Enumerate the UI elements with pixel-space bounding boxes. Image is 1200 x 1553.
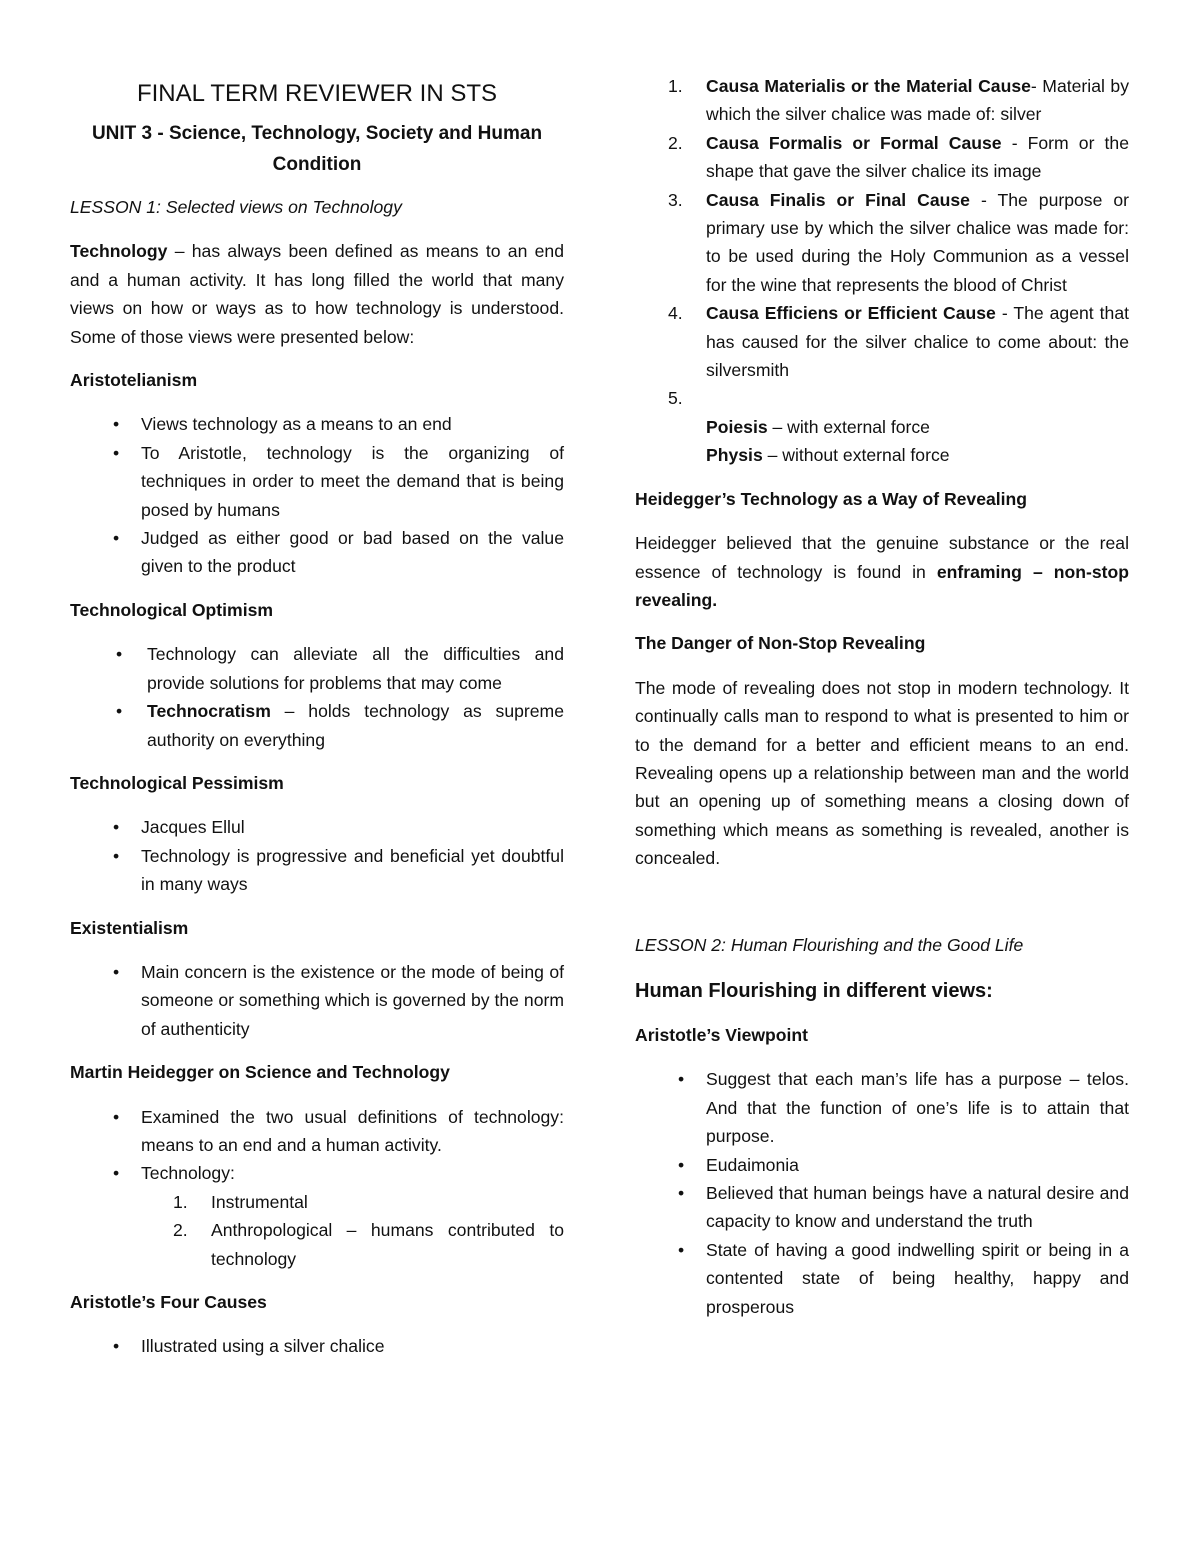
list-item: • Judged as either good or bad based on the value given to the product bbox=[70, 524, 564, 581]
intro-term: Technology bbox=[70, 241, 168, 262]
pessimism-heading: Technological Pessimism bbox=[70, 772, 284, 793]
cause-term: Causa Efficiens or Efficient Cause bbox=[706, 303, 996, 324]
list-item: • Jacques Ellul bbox=[70, 813, 564, 841]
aristotelianism-list bbox=[70, 410, 564, 580]
technocratism-term: Technocratism bbox=[147, 701, 271, 722]
four-causes-list bbox=[70, 1332, 564, 1360]
danger-paragraph: The mode of revealing does not stop in modern technology. It continually calls man to respond to what is presented to him or to the demand for a better and efficient means to an end. Revealing opens up a relationship between man and the world but an opening up of something means a closing down of something which means as something is revealed, another is concealed. bbox=[635, 677, 1129, 869]
cause-text: - Material by which the silver chalice was made of: silver bbox=[706, 76, 1129, 125]
right-column bbox=[635, 72, 1129, 1321]
four-causes-heading: Aristotle’s Four Causes bbox=[70, 1292, 267, 1312]
poiesis-term: Poiesis bbox=[706, 416, 768, 437]
poiesis-text: – with external force bbox=[767, 416, 930, 437]
list-text: Anthropological – humans contributed to technology bbox=[211, 1220, 564, 1269]
intro-paragraph bbox=[70, 237, 564, 351]
list-item: • Eudaimonia bbox=[635, 1151, 1129, 1179]
optimism-list bbox=[70, 640, 564, 754]
list-item: • Main concern is the existence or the mode of being of someone or something which is governed by the norm of authenticity bbox=[70, 958, 564, 1043]
danger-heading: The Danger of Non-Stop Revealing bbox=[635, 633, 926, 654]
list-number: 3. bbox=[668, 189, 683, 210]
lesson-2-heading: LESSON 2: Human Flourishing and the Good Life bbox=[635, 934, 1024, 955]
cause-text: - The purpose or primary use by which the silver chalice was made for: to be used during the Holy Communion as a vessel for the wine that represents the blood of Christ bbox=[706, 189, 1129, 295]
unit-heading: UNIT 3 - Science, Technology, Society and Human Condition bbox=[91, 123, 543, 175]
list-item bbox=[635, 186, 1129, 300]
list-number: 1. bbox=[668, 76, 683, 96]
aristotle-viewpoint-heading: Aristotle’s Viewpoint bbox=[635, 1024, 809, 1045]
list-item bbox=[635, 441, 1129, 469]
causes-list bbox=[635, 72, 1129, 470]
list-item: • To Aristotle, technology is the organizing of techniques in order to meet the demand that is being posed by humans bbox=[70, 439, 564, 524]
optimism-heading: Technological Optimism bbox=[70, 599, 274, 620]
list-item: • Views technology as a means to an end bbox=[70, 410, 564, 438]
enframing-term: enframing – non-stop revealing. bbox=[635, 561, 1129, 610]
cause-term: Causa Formalis or Formal Cause bbox=[706, 132, 1002, 153]
revealing-paragraph bbox=[635, 529, 1129, 614]
list-item: • Illustrated using a silver chalice bbox=[70, 1332, 564, 1360]
flourishing-heading: Human Flourishing in different views: bbox=[635, 979, 993, 1002]
list-number: 2. bbox=[173, 1220, 188, 1241]
list-number: 2. bbox=[668, 132, 683, 153]
list-item bbox=[70, 697, 564, 754]
revealing-text: Heidegger believed that the genuine substance or the real essence of technology is found in bbox=[635, 533, 1129, 582]
list-item: • State of having a good indwelling spirit or being in a contented state of being healthy, happy and prosperous bbox=[635, 1236, 1129, 1321]
physis-term: Physis bbox=[706, 445, 763, 466]
list-number: 5. bbox=[668, 388, 683, 409]
list-item bbox=[635, 72, 1129, 129]
list-item bbox=[70, 1188, 564, 1216]
cause-text: - The agent that has caused for the silver chalice to come about: the silversmith bbox=[706, 303, 1129, 381]
list-item: • Technology can alleviate all the difficulties and provide solutions for problems that may come bbox=[70, 640, 564, 697]
list-number: 1. bbox=[173, 1191, 188, 1212]
revealing-heading: Heidegger’s Technology as a Way of Revealing bbox=[635, 488, 1028, 509]
list-item: • Believed that human beings have a natural desire and capacity to know and understand the truth bbox=[635, 1179, 1129, 1236]
existentialism-list bbox=[70, 958, 564, 1043]
list-item: • Suggest that each man’s life has a purpose – telos. And that the function of one’s life is to attain that purpose. bbox=[635, 1065, 1129, 1150]
technocratism-text: – holds technology as supreme authority on everything bbox=[147, 701, 564, 750]
list-item bbox=[635, 299, 1129, 384]
existentialism-heading: Existentialism bbox=[70, 917, 189, 938]
list-text: Instrumental bbox=[211, 1191, 308, 1212]
list-item: • Examined the two usual definitions of technology: means to an end and a human activity. bbox=[70, 1103, 564, 1160]
page-title: FINAL TERM REVIEWER IN STS bbox=[136, 80, 498, 107]
list-item bbox=[635, 129, 1129, 186]
list-number: 4. bbox=[668, 303, 683, 324]
list-item: • Technology is progressive and beneficial yet doubtful in many ways bbox=[70, 842, 564, 899]
physis-text: – without external force bbox=[762, 445, 950, 466]
cause-text: - Form or the shape that gave the silver chalice its image bbox=[706, 132, 1129, 182]
list-item bbox=[635, 413, 1129, 441]
heidegger-science-list bbox=[70, 1103, 564, 1188]
left-column bbox=[70, 72, 564, 1361]
flourishing-list bbox=[635, 1065, 1129, 1321]
aristotelianism-heading: Aristotelianism bbox=[70, 370, 198, 391]
list-item bbox=[70, 1216, 564, 1273]
technology-sublist bbox=[70, 1188, 564, 1273]
list-item bbox=[635, 384, 1129, 412]
cause-term: Causa Materialis or the Material Cause bbox=[706, 76, 1031, 96]
intro-text: – has always been defined as means to an end and a human activity. It has long filled the world that many views on how or ways as to how technology is understood. Some of those views were presented below: bbox=[70, 241, 564, 347]
cause-term: Causa Finalis or Final Cause bbox=[706, 189, 970, 210]
heidegger-science-heading: Martin Heidegger on Science and Technology bbox=[70, 1062, 450, 1083]
pessimism-list bbox=[70, 813, 564, 898]
lesson-1-heading: LESSON 1: Selected views on Technology bbox=[70, 197, 402, 217]
list-item: • Technology: bbox=[70, 1159, 564, 1187]
